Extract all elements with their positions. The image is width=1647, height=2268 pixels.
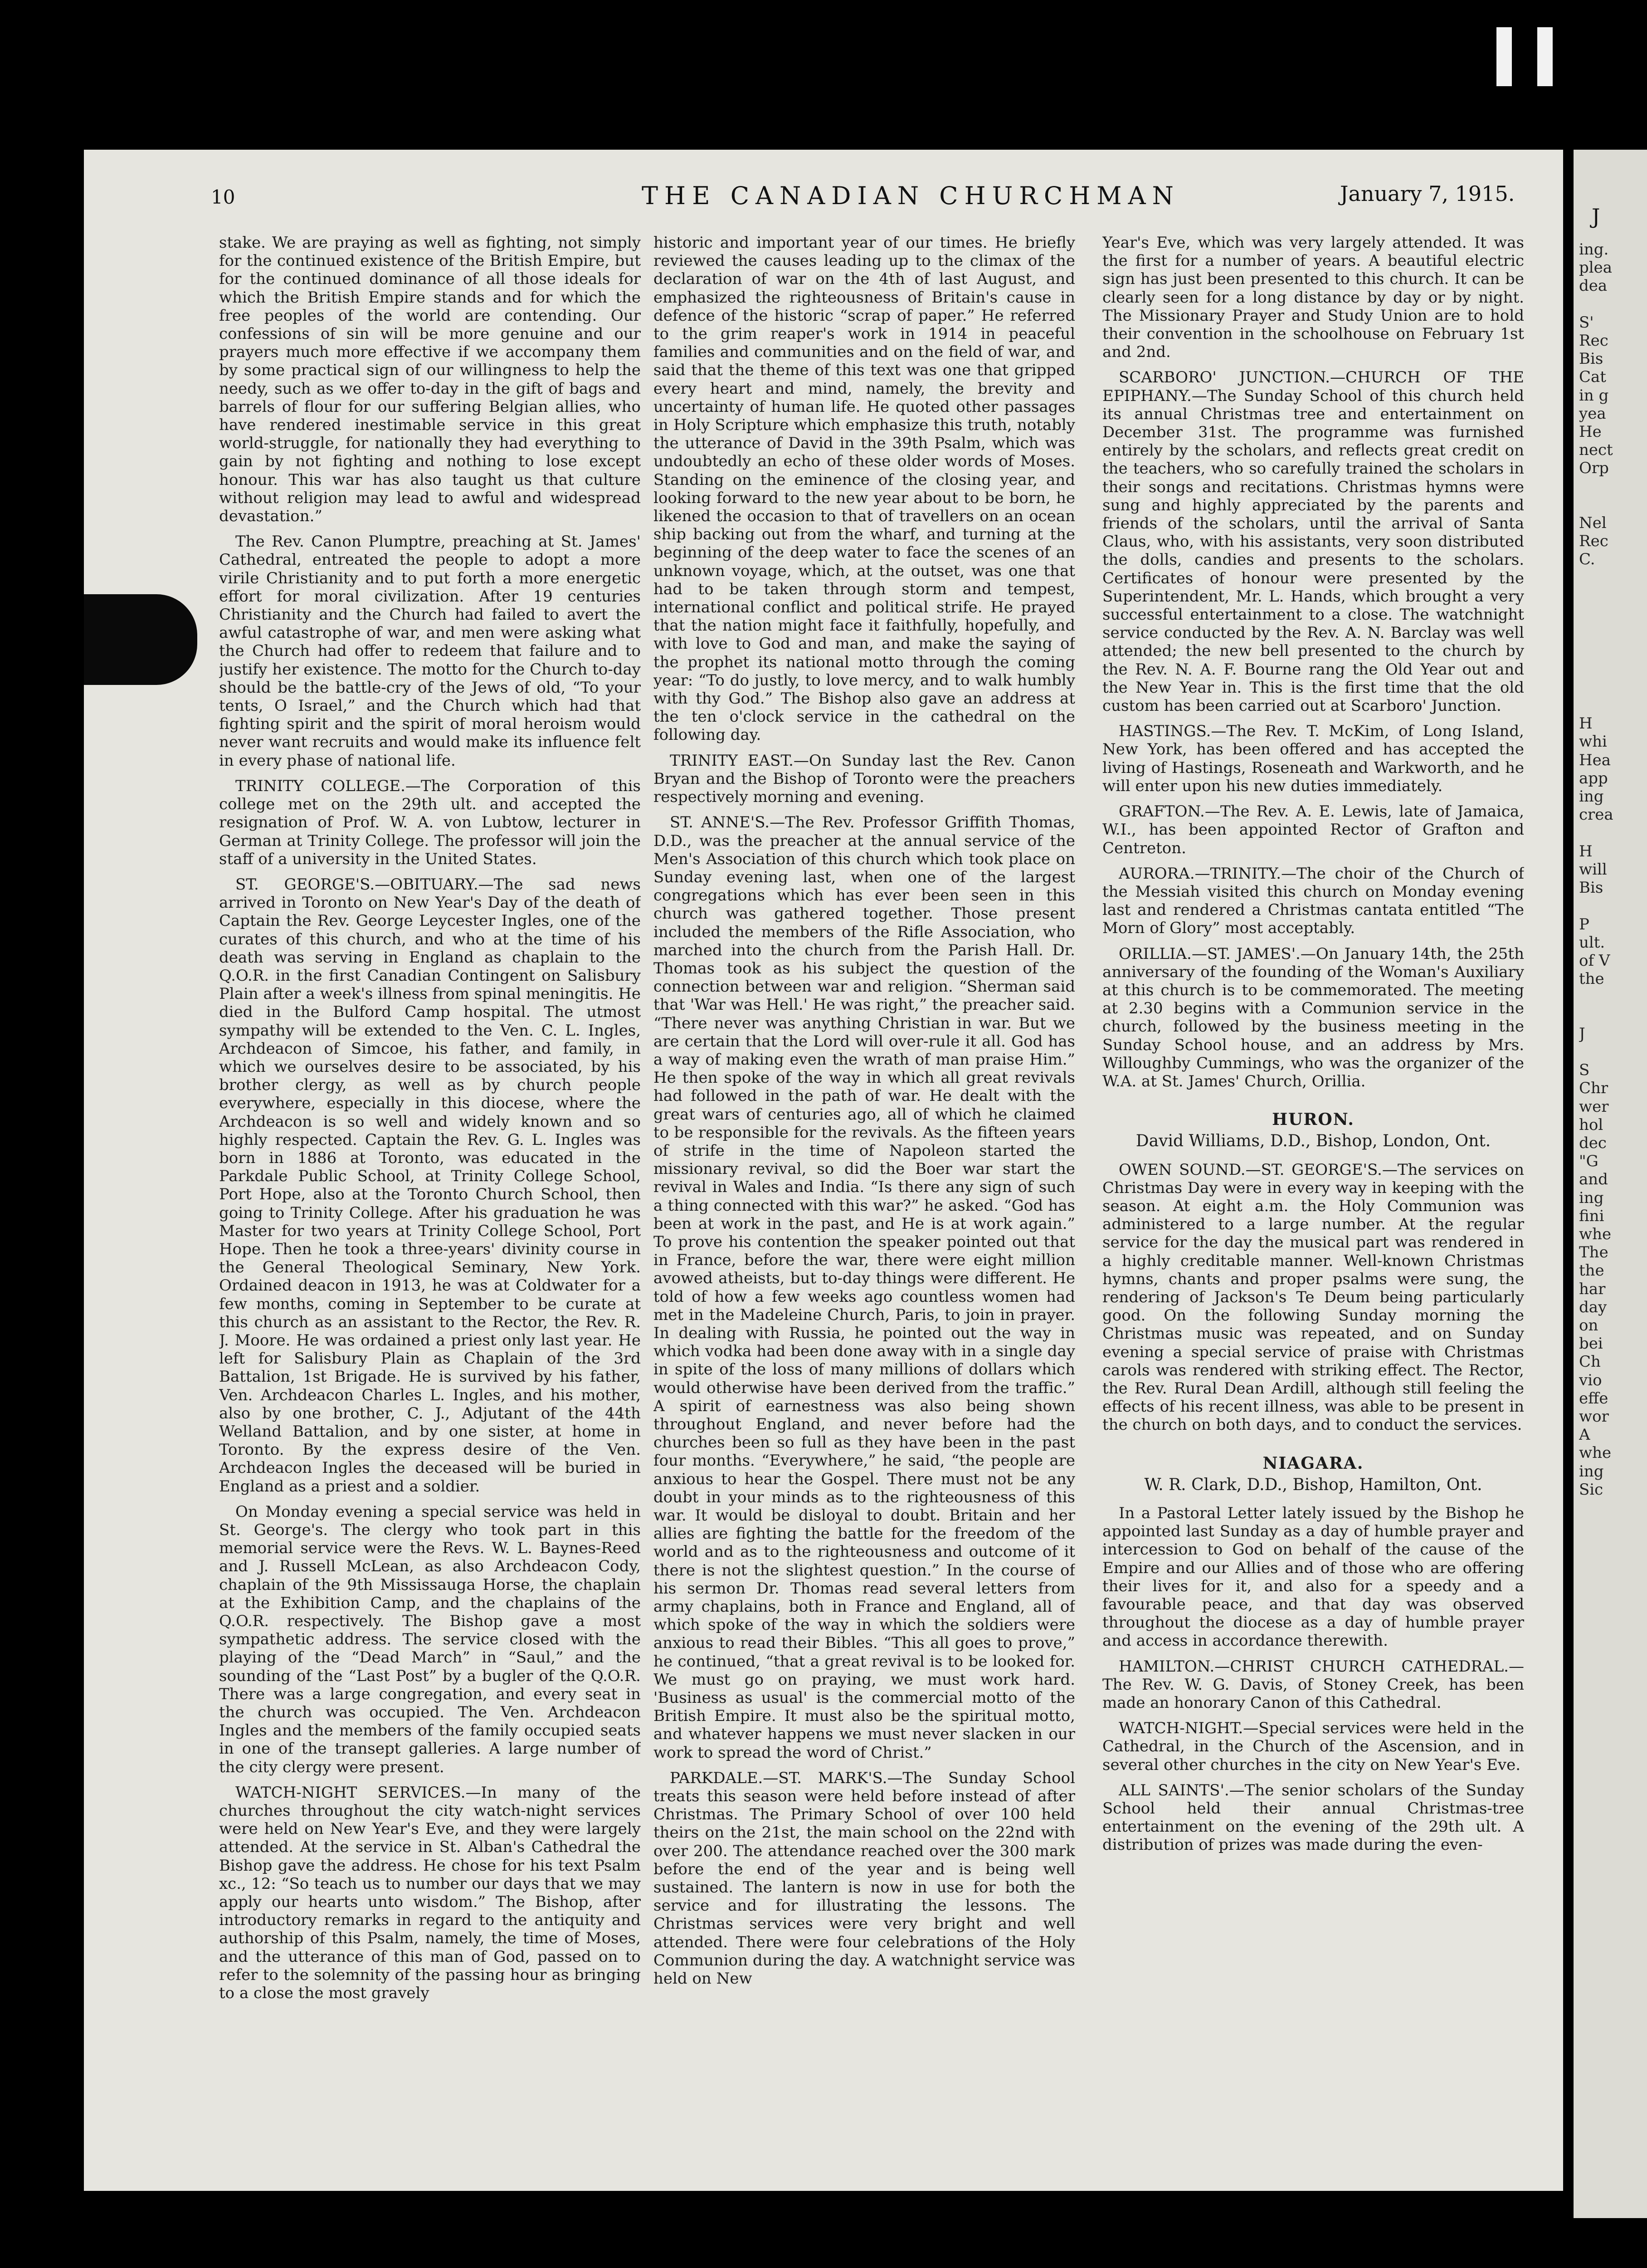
binding-mark	[1537, 27, 1553, 86]
adjacent-page-line: crea	[1579, 806, 1613, 824]
adjacent-page-line: effe	[1579, 1389, 1608, 1408]
issue-date: January 7, 1915.	[1340, 181, 1515, 206]
article-paragraph: ST. ANNE'S.—The Rev. Professor Griffith Thomas, D.D., was the preacher at the annual service of the Men's Association of this church which took place on Sunday evening last, when one of the largest congregations which has ever been seen in this church was gathered together. Those present included the members of the Rifle Association, who marched into the church from the Parish Hall. Dr. Thomas took as his subject the question of the connection between war and religion. “Sherman said that 'War was Hell.' He was right,” the preacher said. “There never was anything Christian in war. But we are certain that the Lord will over-rule it all. God has a way of making even the wrath of man praise Him.” He then spoke of the way in which all great revivals had followed in the path of war. He dealt with the great wars of centuries ago, all of which he claimed to be responsible for the revivals. As the fifteen years of strife in the time of Napoleon started the missionary revival, so did the Boer war start the revival in Wales and India. “Is there any sign of such a thing connected with this war?” he asked. “God has been at work in the past, and He is at work again.” To prove his contention the speaker pointed out that in France, before the war, there were eight million avowed atheists, but to-day things were different. He told of how a few weeks ago countless women had met in the Madeleine Church, Paris, to join in prayer. In dealing with Russia, he pointed out the way in which vodka had been done away with in a single day in spite of the loss of many millions of dollars which would otherwise have been derived from the traffic.” A spirit of earnestness was also being shown throughout England, and never before had the churches been so full as they have been in the past four months. “Everywhere,” he said, “the people are anxious to hear the Gospel. There must not be any doubt in your minds as to the righteousness of this war. It would be disloyal to doubt. Britain and her allies are fighting the battle for the freedom of the world and as to the righteousness and outcome of it there is not the slightest question.” In the course of his sermon Dr. Thomas read several letters from army chaplains, both in France and England, all of which spoke of the way in which the soldiers were anxious to read their Bibles. “This all goes to prove,” he continued, “that a great revival is to be looked for. We must go on praying, we must work hard. 'Business as usual' is the commercial motto of the British Empire. It must also be the spiritual motto, and whatever happens we must never slacken in our work to spread the word of Christ.”	[653, 813, 1075, 1762]
adjacent-page-line: dec	[1579, 1134, 1607, 1152]
adjacent-page-line	[1579, 1043, 1642, 1061]
article-paragraph: On Monday evening a special service was held in St. George's. The clergy who took part in this memorial service were the Revs. W. L. Baynes-Reed and J. Russell McLean, as also Archdeacon Cody, chaplain of the 9th Mississauga Horse, the chaplain at the Exhibition Camp, and the chaplains of the Q.O.R. respectively. The Bishop gave a most sympathetic address. The service closed with the playing of the “Dead March” in “Saul,” and the sounding of the “Last Post” by a bugler of the Q.O.R. There was a large congregation, and every seat in the church was occupied. The Ven. Archdeacon Ingles and the members of the family occupied seats in one of the transept galleries. A large number of the city clergy were present.	[219, 1502, 641, 1776]
page-number: 10	[211, 186, 235, 208]
article-paragraph: TRINITY EAST.—On Sunday last the Rev. Canon Bryan and the Bishop of Toronto were the preachers respectively morning and evening.	[653, 751, 1075, 807]
adjacent-page-line: The	[1579, 1243, 1608, 1262]
adjacent-page-line: A	[1579, 1426, 1590, 1444]
adjacent-page-line: Sic	[1579, 1480, 1603, 1499]
article-paragraph: SCARBORO' JUNCTION.—CHURCH OF THE EPIPHANY.—The Sunday School of this church held its annual Christmas tree and entertainment on December 31st. The programme was furnished entirely by the scholars, and reflects great credit on the teachers, who so carefully trained the scholars in their songs and recitations. Christmas hymns were sung and highly appreciated by the parents and friends of the scholars, until the arrival of Santa Claus, who, with his assistants, very soon distributed the dolls, candies and presents to the scholars. Certificates of honour were presented by the Superintendent, Mr. L. Hands, which brought a very successful entertainment to a close. The watchnight service conducted by the Rev. A. N. Barclay was well attended; the new bell presented to the church by the Rev. N. A. F. Bourne rang the Old Year out and the New Year in. This is the first time that the old custom has been carried out at Scarboro' Junction.	[1102, 368, 1524, 715]
article-paragraph: GRAFTON.—The Rev. A. E. Lewis, late of Jamaica, W.I., has been appointed Rector of Grafton and Centreton.	[1102, 802, 1524, 857]
masthead-title: THE CANADIAN CHURCHMAN	[642, 181, 1180, 210]
diocese-heading-huron: HURON.	[1272, 1110, 1355, 1129]
article-paragraph: stake. We are praying as well as fighting, not simply for the continued existence of the British Empire, but for the continued dominance of all those ideals for which the British Empire stands and for which the free peoples of the world are contending. Our confessions of sin will be more genuine and our prayers much more effective if we accompany them by some practical sign of our willingness to help the needy, such as we offer to-day in the gift of bags and barrels of flour for our suffering Belgian allies, who have rendered inestimable service in this great world-struggle, for nationally they had everything to gain by not fighting and nothing to lose except honour. This war has also taught us that culture without religion may lead to awful and widespread devastation.”	[219, 234, 641, 526]
binding-mark	[1496, 27, 1512, 86]
adjacent-page-line: on	[1579, 1316, 1598, 1334]
adjacent-page-line: the	[1579, 970, 1604, 988]
adjacent-page-line: bei	[1579, 1334, 1603, 1353]
adjacent-page-line	[1579, 678, 1642, 696]
adjacent-page-line: C.	[1579, 550, 1595, 569]
article-paragraph: The Rev. Canon Plumptre, preaching at St. James' Cathedral, entreated the people to adopt a more virile Christianity and to put forth a more energetic effort for moral civilization. After 19 centuries Christianity and the Church had failed to avert the awful catastrophe of war, and men were asking what the Church had offer to redeem that failure and to justify her existence. The motto for the Church to-day should be the battle-cry of the Jews of old, “To your tents, O Israel,” and the Church which had that fighting spirit and the spirit of moral heroism would never want recruits and would make its influence felt in every phase of national life.	[219, 533, 641, 770]
article-paragraph: Year's Eve, which was very largely attended. It was the first for a number of years. A beautiful electric sign has just been presented to this church. It can be clearly seen for a long distance by day or by night. The Missionary Prayer and Study Union are to hold their convention in the schoolhouse on February 1st and 2nd.	[1102, 234, 1524, 362]
adjacent-page-line: Bis	[1579, 350, 1603, 368]
adjacent-page-line: Ch	[1579, 1353, 1601, 1371]
adjacent-page-line: nect	[1579, 441, 1613, 459]
adjacent-page-line: vio	[1579, 1371, 1602, 1389]
adjacent-page-text	[1579, 240, 1642, 2191]
bishop-line-niagara: W. R. Clark, D.D., Bishop, Hamilton, Ont.	[1144, 1475, 1482, 1494]
adjacent-page-line: P	[1579, 915, 1589, 934]
adjacent-page-line: fini	[1579, 1207, 1604, 1225]
adjacent-page-line: He	[1579, 423, 1602, 441]
adjacent-page-line: S	[1579, 1061, 1590, 1080]
adjacent-page-line: Bis	[1579, 879, 1603, 897]
page-header	[84, 181, 1563, 222]
adjacent-page-line	[1579, 824, 1642, 842]
adjacent-page-line	[1579, 897, 1642, 915]
column-1	[219, 234, 641, 2175]
adjacent-page-line	[1579, 587, 1642, 605]
adjacent-page-line	[1579, 696, 1642, 714]
adjacent-page-line: ing	[1579, 1188, 1604, 1207]
adjacent-page-line: wor	[1579, 1408, 1609, 1426]
article-paragraph: HAMILTON.—CHRIST CHURCH CATHEDRAL.—The Rev. W. G. Davis, of Stoney Creek, has been made an honorary Canon of this Cathedral.	[1102, 1657, 1524, 1712]
diocese-heading-niagara: NIAGARA.	[1262, 1453, 1364, 1473]
adjacent-page-line: Orp	[1579, 459, 1609, 478]
adjacent-page-line: H	[1579, 842, 1593, 860]
article-paragraph: WATCH-NIGHT SERVICES.—In many of the churches throughout the city watch-night services were held on New Year's Eve, and they were largely attended. At the service in St. Alban's Cathedral the Bishop gave the address. He chose for his text Psalm xc., 12: “So teach us to number our days that we may apply our hearts unto wisdom.” The Bishop, after introductory remarks in regard to the antiquity and authorship of this Psalm, namely, the time of Moses, and the utterance of this man of God, passed on to refer to the solemnity of the passing hour as bringing to a close the most gravely	[219, 1783, 641, 2003]
adjacent-page-line: Chr	[1579, 1079, 1608, 1098]
adjacent-page-line: app	[1579, 769, 1608, 787]
adjacent-page-line: Nel	[1579, 514, 1607, 533]
adjacent-page-line	[1579, 660, 1642, 678]
adjacent-page-line: har	[1579, 1280, 1606, 1298]
adjacent-page-line: whe	[1579, 1444, 1612, 1462]
article-paragraph: In a Pastoral Letter lately issued by the Bishop he appointed last Sunday as a day of humble prayer and intercession to God on behalf of the cause of the Empire and our Allies and of those who are offering their lives for it, and also for a speedy and a favourable peace, and that day was observed throughout the diocese as a day of humble prayer and access in accordance therewith.	[1102, 1504, 1524, 1650]
article-paragraph: TRINITY COLLEGE.—The Corporation of this college met on the 29th ult. and accepted the resignation of Prof. W. A. von Lubtow, lecturer in German at Trinity College. The professor will join the staff of a university in the United States.	[219, 777, 641, 868]
article-paragraph: HASTINGS.—The Rev. T. McKim, of Long Island, New York, has been offered and has accepted the living of Hastings, Roseneath and Warkworth, and he will enter upon his new duties immediately.	[1102, 722, 1524, 795]
adjacent-page-line: ult.	[1579, 933, 1605, 952]
article-paragraph: ST. GEORGE'S.—OBITUARY.—The sad news arrived in Toronto on New Year's Day of the death of Captain the Rev. George Leycester Ingles, one of the curates of this church, and who at the time of his death was serving in England as chaplain to the Q.O.R. in the first Canadian Contingent on Salisbury Plain after a week's illness from spinal meningitis. He died in the Bulford Camp hospital. The utmost sympathy will be extended to the Ven. C. L. Ingles, Archdeacon of Simcoe, his father, and family, in which we ourselves desire to be associated, by his brother clergy, as well as by church people everywhere, especially in this diocese, where the Archdeacon is so well and widely known and so highly respected. Captain the Rev. G. L. Ingles was born in 1886 at Toronto, was educated in the Parkdale Public School, at Trinity College School, Port Hope, also at the Toronto Church School, then going to Trinity College. After his graduation he was Master for two years at Trinity College School, Port Hope. Then he took a three-years' divinity course in the General Theological Seminary, New York. Ordained deacon in 1913, he was at Coldwater for a few months, coming in September to be curate at this church as an assistant to the Rector, the Rev. R. J. Moore. He was ordained a priest only last year. He left for Salisbury Plain as Chaplain of the 3rd Battalion, 1st Brigade. He is survived by his father, Ven. Archdeacon Charles L. Ingles, and his mother, also by one brother, C. J., Adjutant of the 44th Welland Battalion, and by one sister, at home in Toronto. By the express desire of the Ven. Archdeacon Ingles the deceased will be buried in England as a priest and a soldier.	[219, 875, 641, 1496]
adjacent-page-line: Hea	[1579, 751, 1611, 769]
adjacent-page-line: ing	[1579, 1462, 1604, 1481]
article-paragraph: ORILLIA.—ST. JAMES'.—On January 14th, the 25th anniversary of the founding of the Woman's Auxiliary at this church is to be commemorated. The meeting at 2.30 begins with a Communion service in the church, followed by the business meeting in the Sunday School house, and an address by Mrs. Willoughby Cummings, who was the organizer of the W.A. at St. James' Church, Orillia.	[1102, 944, 1524, 1090]
adjacent-page-line	[1579, 605, 1642, 623]
adjacent-page-line	[1579, 1007, 1642, 1025]
newspaper-page	[84, 150, 1563, 2191]
adjacent-page-line	[1579, 478, 1642, 496]
article-paragraph: ALL SAINTS'.—The senior scholars of the Sunday School held their annual Christmas-tree entertainment on the evening of the 29th ult. A distribution of prizes was made during the even-	[1102, 1781, 1524, 1854]
adjacent-page-line: H	[1579, 714, 1593, 733]
adjacent-page-line: will	[1579, 860, 1607, 879]
adjacent-page-line	[1579, 988, 1642, 1006]
adjacent-page-line: J	[1579, 1024, 1585, 1043]
adjacent-page-line	[1579, 569, 1642, 587]
adjacent-page-line: Cat	[1579, 368, 1606, 386]
bishop-line-huron: David Williams, D.D., Bishop, London, Ont.	[1135, 1132, 1491, 1151]
adjacent-page-line: the	[1579, 1261, 1604, 1280]
adjacent-page-line: day	[1579, 1298, 1607, 1316]
adjacent-page-line: and	[1579, 1170, 1608, 1189]
adjacent-page-line	[1579, 496, 1642, 514]
article-paragraph: WATCH-NIGHT.—Special services were held in the Cathedral, in the Church of the Ascension, and in several other churches in the city on New Year's Eve.	[1102, 1719, 1524, 1774]
adjacent-page-line: ing	[1579, 787, 1604, 806]
adjacent-page-line: of V	[1579, 951, 1610, 970]
adjacent-page-line: "G	[1579, 1152, 1598, 1171]
adjacent-page-line: in g	[1579, 386, 1609, 405]
adjacent-page-line: whi	[1579, 733, 1607, 751]
article-paragraph: AURORA.—TRINITY.—The choir of the Church of the Messiah visited this church on Monday evening last and rendered a Christmas cantata entitled “The Morn of Glory” most acceptably.	[1102, 864, 1524, 938]
adjacent-page-line: Rec	[1579, 532, 1608, 551]
column-3	[1102, 234, 1524, 2175]
binder-clip	[84, 594, 197, 685]
adjacent-page-line	[1579, 295, 1642, 313]
adjacent-page-line	[1579, 641, 1642, 660]
article-paragraph: PARKDALE.—ST. MARK'S.—The Sunday School treats this season were held before instead of after Christmas. The Primary School of over 100 held theirs on the 21st, the main school on the 22nd with over 200. The attendance reached over the 300 mark before the end of the year and is being well sustained. The lantern is now in use for both the service and for illustrating the lessons. The Christmas services were very bright and well attended. There were four celebrations of the Holy Communion during the day. A watchnight service was held on New	[653, 1769, 1075, 1988]
adjacent-page-line: hol	[1579, 1115, 1603, 1134]
article-paragraph: historic and important year of our times. He briefly reviewed the causes leading up to the climax of the declaration of war on the 4th of last August, and emphasized the righteousness of Britain's cause in defence of the historic “scrap of paper.” He referred to the grim reaper's work in 1914 in peaceful families and communities and on the field of war, and said that the theme of this text was one that gripped every heart and mind, namely, the brevity and uncertainty of human life. He quoted other passages in Holy Scripture which emphasize this truth, notably the utterance of David in the 39th Psalm, which was undoubtedly an echo of these older words of Moses. Standing on the eminence of the closing year, and looking forward to the new year about to be born, he likened the occasion to that of travellers on an ocean ship backing out from the wharf, and turning at the beginning of the deep water to face the scenes of an unknown voyage, which, at the outset, was one that had to be taken through storm and tempest, international conflict and political strife. He prayed that the nation might face it faithfully, hopefully, and with love to God and man, and make the saying of the prophet its national motto through the coming year: “To do justly, to love mercy, and to walk humbly with thy God.” The Bishop also gave an address at the ten o'clock service in the cathedral on the following day.	[653, 234, 1075, 744]
adjacent-page-edge	[1574, 150, 1647, 2218]
adjacent-page-line	[1579, 623, 1642, 641]
adjacent-page-line: plea	[1579, 259, 1613, 277]
adjacent-page-line: yea	[1579, 404, 1606, 423]
adjacent-page-line: S'	[1579, 313, 1594, 332]
adjacent-page-line: whe	[1579, 1225, 1612, 1243]
adjacent-page-line: ing.	[1579, 240, 1609, 259]
adjacent-page-line: wer	[1579, 1097, 1609, 1116]
adjacent-page-header: J	[1592, 204, 1600, 229]
column-2	[653, 234, 1075, 2175]
article-paragraph: OWEN SOUND.—ST. GEORGE'S.—The services on Christmas Day were in every way in keeping with the season. At eight a.m. the Holy Communion was administered to a large number. At the regular service for the day the musical part was rendered in a highly creditable manner. Well-known Christmas hymns, chants and proper psalms were sung, the rendering of Jackson's Te Deum being particularly good. On the following Sunday morning the Christmas music was repeated, and on Sunday evening a special service of praise with Christmas carols was rendered with striking effect. The Rector, the Rev. Rural Dean Ardill, although still feeling the effects of his recent illness, was able to be present in the church on both days, and to conduct the services.	[1102, 1160, 1524, 1434]
adjacent-page-line: Rec	[1579, 332, 1608, 350]
adjacent-page-line: dea	[1579, 277, 1608, 295]
